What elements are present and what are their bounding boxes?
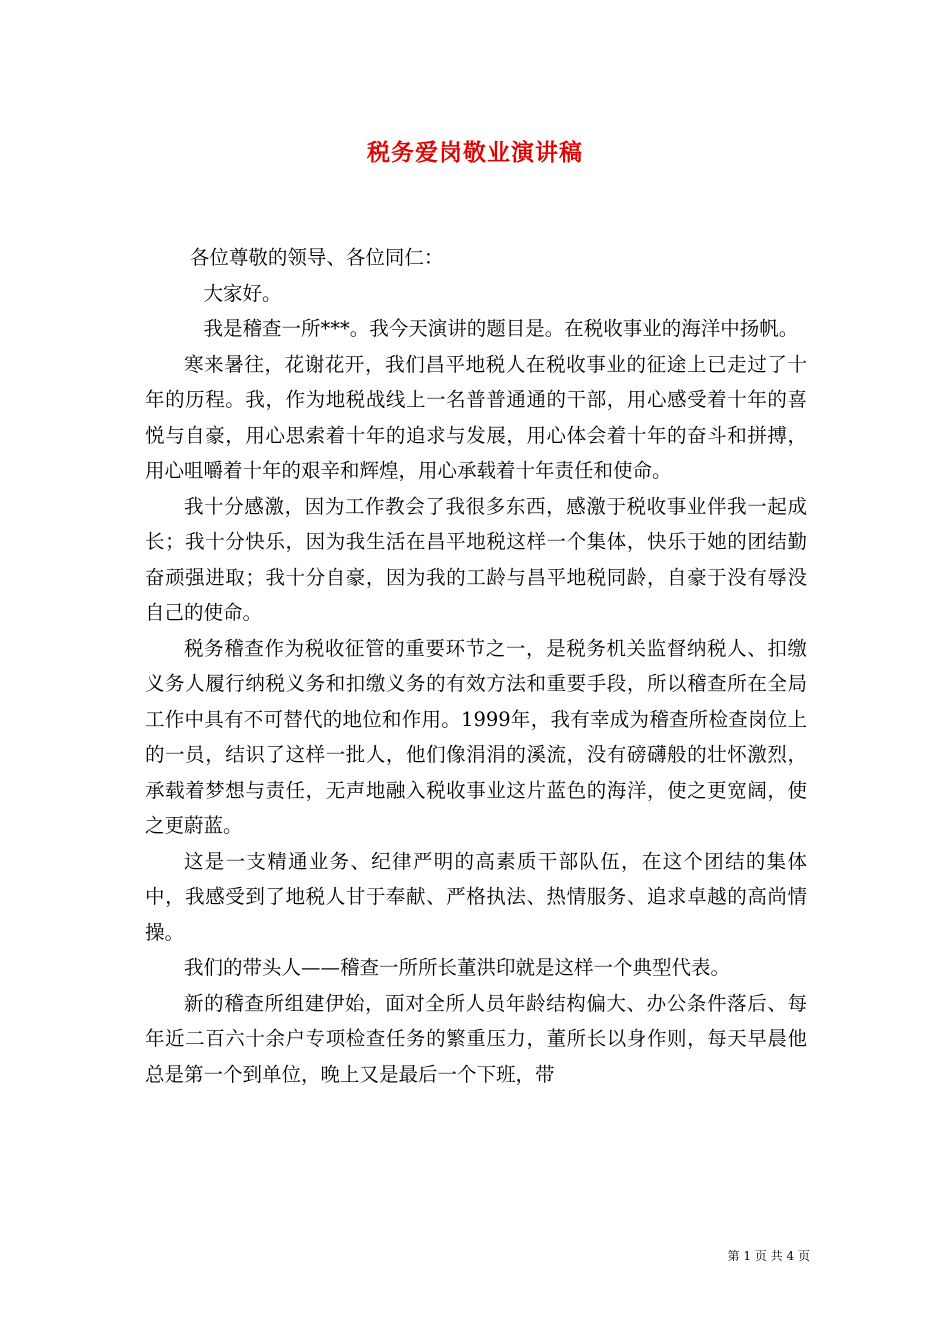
body-paragraph: 这是一支精通业务、纪律严明的高素质干部队伍，在这个团结的集体中，我感受到了地税人甘于奉献、严格执法、热情服务、追求卓越的高尚情操。	[145, 849, 807, 944]
body-paragraph: 新的稽查所组建伊始，面对全所人员年龄结构偏大、办公条件落后、每年近二百六十余户专项检查任务的繁重压力，董所长以身作则，每天早晨他总是第一个到单位，晚上又是最后一个下班，带	[145, 991, 807, 1086]
body-paragraph: 我十分感激，因为工作教会了我很多东西，感激于税收事业伴我一起成长；我十分快乐，因为我生活在昌平地税这样一个集体，快乐于她的团结勤奋顽强进取；我十分自豪，因为我的工龄与昌平地税同龄，自豪于没有辱没自己的使命。	[145, 494, 807, 624]
body-paragraph: 我们的带头人——稽查一所所长董洪印就是这样一个典型代表。	[184, 956, 731, 979]
salutation-paragraph: 各位尊敬的领导、各位同仁：	[189, 246, 444, 269]
document-body	[145, 240, 807, 1092]
footer-page-number: 1	[743, 1249, 752, 1263]
footer-suffix: 页	[797, 1249, 810, 1263]
footer-middle: 页 共	[754, 1249, 783, 1263]
footer-total-pages: 4	[786, 1249, 795, 1263]
body-paragraph: 我是稽查一所***。我今天演讲的题目是。在税收事业的海洋中扬帆。	[203, 317, 799, 340]
footer-prefix: 第	[727, 1249, 740, 1263]
body-paragraph: 税务稽查作为税收征管的重要环节之一，是税务机关监督纳税人、扣缴义务人履行纳税义务和扣缴义务的有效方法和重要手段，所以稽查所在全局工作中具有不可替代的地位和作用。1999年，我有幸成为稽查所检查岗位上的一员，结识了这样一批人，他们像涓涓的溪流，没有磅礴般的壮怀激烈，承载着梦想与责任，无声地融入税收事业这片蓝色的海洋，使之更宽阔，使之更蔚蓝。	[145, 636, 807, 837]
greeting-paragraph: 大家好。	[203, 281, 282, 305]
body-paragraph: 寒来暑往，花谢花开，我们昌平地税人在税收事业的征途上已走过了十年的历程。我，作为地税战线上一名普普通通的干部，用心感受着十年的喜悦与自豪，用心思索着十年的追求与发展，用心体会着十年的奋斗和拼搏，用心咀嚼着十年的艰辛和辉煌，用心承载着十年责任和使命。	[145, 352, 807, 482]
page-number-footer	[700, 1247, 810, 1264]
document-title: 税务爱岗敬业演讲稿	[367, 139, 583, 166]
